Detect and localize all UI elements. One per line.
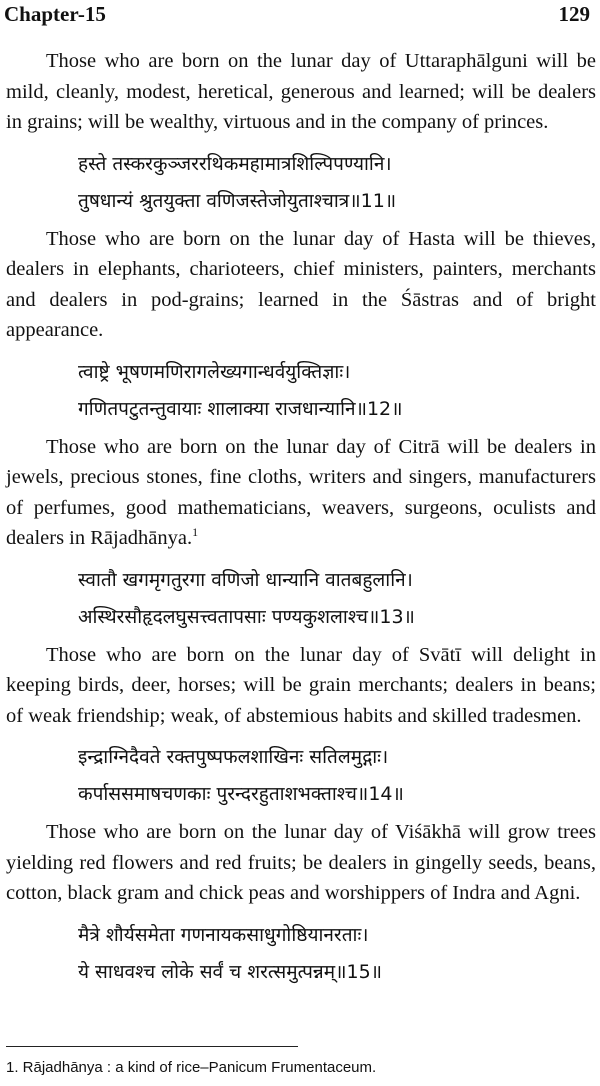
footnote-divider: [6, 1046, 298, 1047]
paragraph: Those who are born on the lunar day of Uttaraphālguni will be mild, cleanly, modest, heretical, generous and learned; will be dealers in grains; will be wealthy, virtuous and in the company of princes.: [6, 50, 596, 133]
footnote: 1. Rājadhānya : a kind of rice–Panicum Frumentaceum.: [6, 1059, 377, 1076]
verse-line: गणितपटुतन्तुवायाः शालाक्या राजधान्यानि॥12॥: [78, 397, 403, 420]
chapter-title: Chapter-15: [4, 2, 106, 26]
verse-line: हस्ते तस्करकुञ्जररथिकमहामात्रशिल्पिपण्यानि।: [78, 152, 392, 175]
sanskrit-verse: [6, 562, 596, 636]
verse-line: कर्पाससमाषचणकाः पुरन्दरहुताशभक्ताश्च॥14॥: [78, 783, 404, 805]
verse-line: मैत्रे शौर्यसमेता गणनायकसाधुगोष्ठियानरताः।: [78, 923, 369, 946]
verse-line: स्वातौ खगमृगतुरगा वणिजो धान्यानि वातबहुलानि।: [78, 568, 413, 591]
verse-line: इन्द्राग्निदैवते रक्तपुष्पफलशाखिनः सतिलमुद्गाः।: [78, 746, 389, 768]
sanskrit-verse: [6, 354, 596, 428]
verse-line: तुषधान्यं श्रुतयुक्ता वणिजस्तेजोयुताश्चात्र॥11॥: [78, 189, 397, 212]
footnote-marker: 1: [192, 525, 199, 540]
verse-line: अस्थिरसौहृदलघुसत्त्वतापसाः पण्यकुशलाश्च॥13॥: [78, 605, 415, 628]
sanskrit-verse: [6, 739, 596, 813]
verse-line: ये साधवश्च लोके सर्वं च शरत्समुत्पन्नम्॥15॥: [78, 960, 383, 983]
paragraph: Those who are born on the lunar day of Svātī will delight in keeping birds, deer, horses; will be grain merchants; dealers in beans; of weak friendship; weak, of abstemious habits and skilled tradesmen.: [6, 643, 596, 727]
page-header: [4, 0, 596, 30]
paragraph: Those who are born on the lunar day of Viśākhā will grow trees yielding red flowers and red fruits; be dealers in gingelly seeds, beans, cotton, black gram and chick peas and worshippers of Indra and Agni.: [6, 821, 596, 904]
paragraph: Those who are born on the lunar day of Hasta will be thieves, dealers in elephants, charioteers, chief ministers, painters, merchants and dealers in pod-grains; learned in the Śāstras and of bright appearance.: [6, 227, 596, 341]
paragraph-text: Those who are born on the lunar day of Citrā will be dealers in jewels, precious stones, fine cloths, writers and singers, manufacturers of perfumes, good mathematicians, weavers, surgeons, oculists and dealers in Rājadhānya.: [6, 435, 596, 549]
page-body: [6, 46, 596, 995]
sanskrit-verse: [6, 917, 596, 991]
verse-line: त्वाष्ट्रे भूषणमणिरागलेख्यगान्धर्वयुक्तिज्ञाः।: [78, 360, 351, 383]
page-number: 129: [558, 2, 590, 26]
sanskrit-verse: [6, 146, 596, 220]
paragraph: [6, 432, 596, 554]
